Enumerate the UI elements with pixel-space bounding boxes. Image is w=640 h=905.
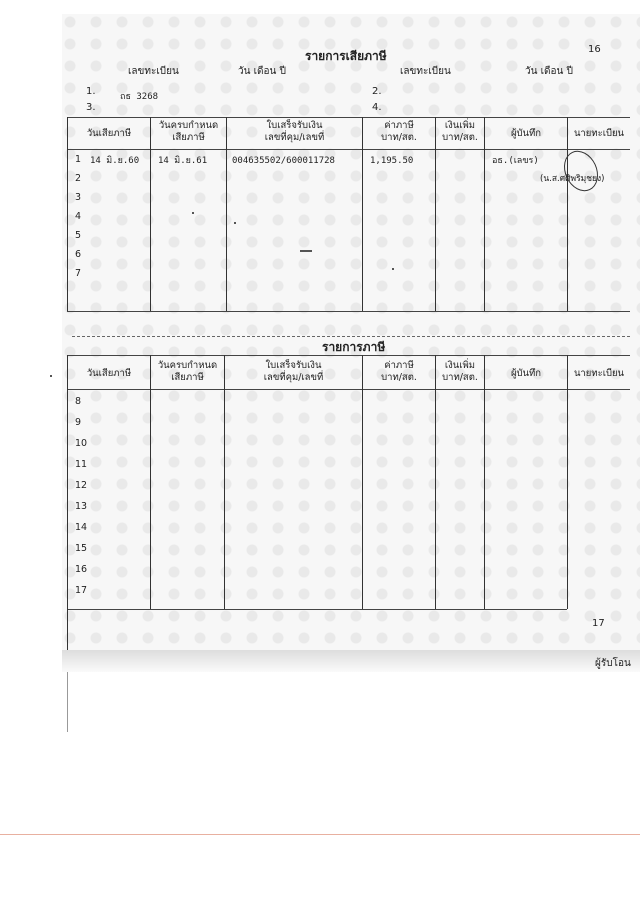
row-number: 3 xyxy=(75,192,82,203)
col-header-pay-date: วันเสียภาษี xyxy=(86,368,132,379)
row-number: 4 xyxy=(75,211,82,222)
left-reg-label: เลขทะเบียน xyxy=(128,66,179,77)
table1-col-line xyxy=(226,117,227,311)
recorder-cell: อธ.(เลขร) xyxy=(492,156,539,166)
reg-row-num: 4. xyxy=(372,102,382,113)
pay-date-cell: 14 มิ.ย.60 xyxy=(90,156,140,166)
table2-col-line xyxy=(67,355,68,655)
row-number: 13 xyxy=(75,501,88,512)
table2-col-line xyxy=(362,355,363,609)
table2-col-line xyxy=(224,355,225,609)
col-header-receipt: ใบเสร็จรับเงิน เลขที่คุม/เลขที่ xyxy=(263,360,324,383)
scan-speck xyxy=(234,222,236,224)
col-header-extra: เงินเพิ่ม บาท/สต. xyxy=(442,360,478,383)
right-reg-label: เลขทะเบียน xyxy=(400,66,451,77)
row-number: 9 xyxy=(75,417,82,428)
section1-title: รายการเสียภาษี xyxy=(305,49,387,63)
scan-speck xyxy=(392,268,394,270)
row-number: 6 xyxy=(75,249,82,260)
margin-line xyxy=(67,672,68,732)
due-date-cell: 14 มิ.ย.61 xyxy=(158,156,208,166)
col-header-registrar: นายทะเบียน xyxy=(573,128,625,139)
row-number: 17 xyxy=(75,585,88,596)
table1-col-line xyxy=(362,117,363,311)
row-number: 1 xyxy=(75,154,82,165)
reg-row-num: 1. xyxy=(86,86,96,97)
scan-artifact-band xyxy=(62,650,640,672)
tax-cell: 1,195.50 xyxy=(370,156,414,166)
col-header-tax: ค่าภาษี บาท/สต. xyxy=(381,360,417,383)
section-divider xyxy=(72,336,630,338)
table2-col-line xyxy=(567,355,568,609)
table1-col-line xyxy=(150,117,151,311)
row-number: 2 xyxy=(75,173,82,184)
page-number-bottom: 17 xyxy=(592,618,605,629)
row-number: 10 xyxy=(75,438,88,449)
left-date-label: วัน เดือน ปี xyxy=(238,66,286,77)
col-header-due-date: วันครบกำหนด เสียภาษี xyxy=(158,120,219,143)
registrar-cell: (น.ส.ศศิพริมุชยง) xyxy=(540,174,605,184)
table1-bottom-border xyxy=(67,311,630,312)
row-number: 8 xyxy=(75,396,82,407)
row-number: 14 xyxy=(75,522,88,533)
reg-row-value: ถธ 3268 xyxy=(120,92,159,102)
fragment-text: ผู้รับโอน xyxy=(595,658,631,669)
table2-col-line xyxy=(435,355,436,609)
col-header-pay-date: วันเสียภาษี xyxy=(86,128,132,139)
col-header-receipt: ใบเสร็จรับเงิน เลขที่คุม/เลขที่ xyxy=(264,120,325,143)
col-header-registrar: นายทะเบียน xyxy=(573,368,625,379)
table1-header-border xyxy=(67,149,630,150)
row-number: 16 xyxy=(75,564,88,575)
row-number: 11 xyxy=(75,459,88,470)
table1-col-line xyxy=(435,117,436,311)
page-number-top: 16 xyxy=(588,44,601,55)
reg-row-num: 2. xyxy=(372,86,382,97)
scan-speck xyxy=(300,250,312,252)
row-number: 15 xyxy=(75,543,88,554)
table2-header-border xyxy=(67,389,630,390)
table1-col-line xyxy=(567,117,568,311)
table1-col-line xyxy=(484,117,485,311)
table2-bottom-border xyxy=(67,609,567,610)
receipt-cell: 004635502/600011728 xyxy=(232,156,335,166)
table2-col-line xyxy=(484,355,485,609)
col-header-extra: เงินเพิ่ม บาท/สต. xyxy=(442,120,478,143)
row-number: 7 xyxy=(75,268,82,279)
page-bottom-line xyxy=(0,834,640,835)
scan-speck xyxy=(192,212,194,214)
col-header-recorder: ผู้บันทึก xyxy=(510,368,542,379)
table2-col-line xyxy=(150,355,151,609)
scan-speck xyxy=(50,375,52,377)
table2-top-border xyxy=(67,355,630,356)
col-header-due-date: วันครบกำหนด เสียภาษี xyxy=(157,360,218,383)
table1-top-border xyxy=(67,117,630,118)
reg-row-num: 3. xyxy=(86,102,96,113)
table1-col-line xyxy=(67,117,68,311)
col-header-tax: ค่าภาษี บาท/สต. xyxy=(381,120,417,143)
right-date-label: วัน เดือน ปี xyxy=(525,66,573,77)
col-header-recorder: ผู้บันทึก xyxy=(510,128,542,139)
row-number: 5 xyxy=(75,230,82,241)
row-number: 12 xyxy=(75,480,88,491)
section2-title: รายการภาษี xyxy=(322,340,386,354)
